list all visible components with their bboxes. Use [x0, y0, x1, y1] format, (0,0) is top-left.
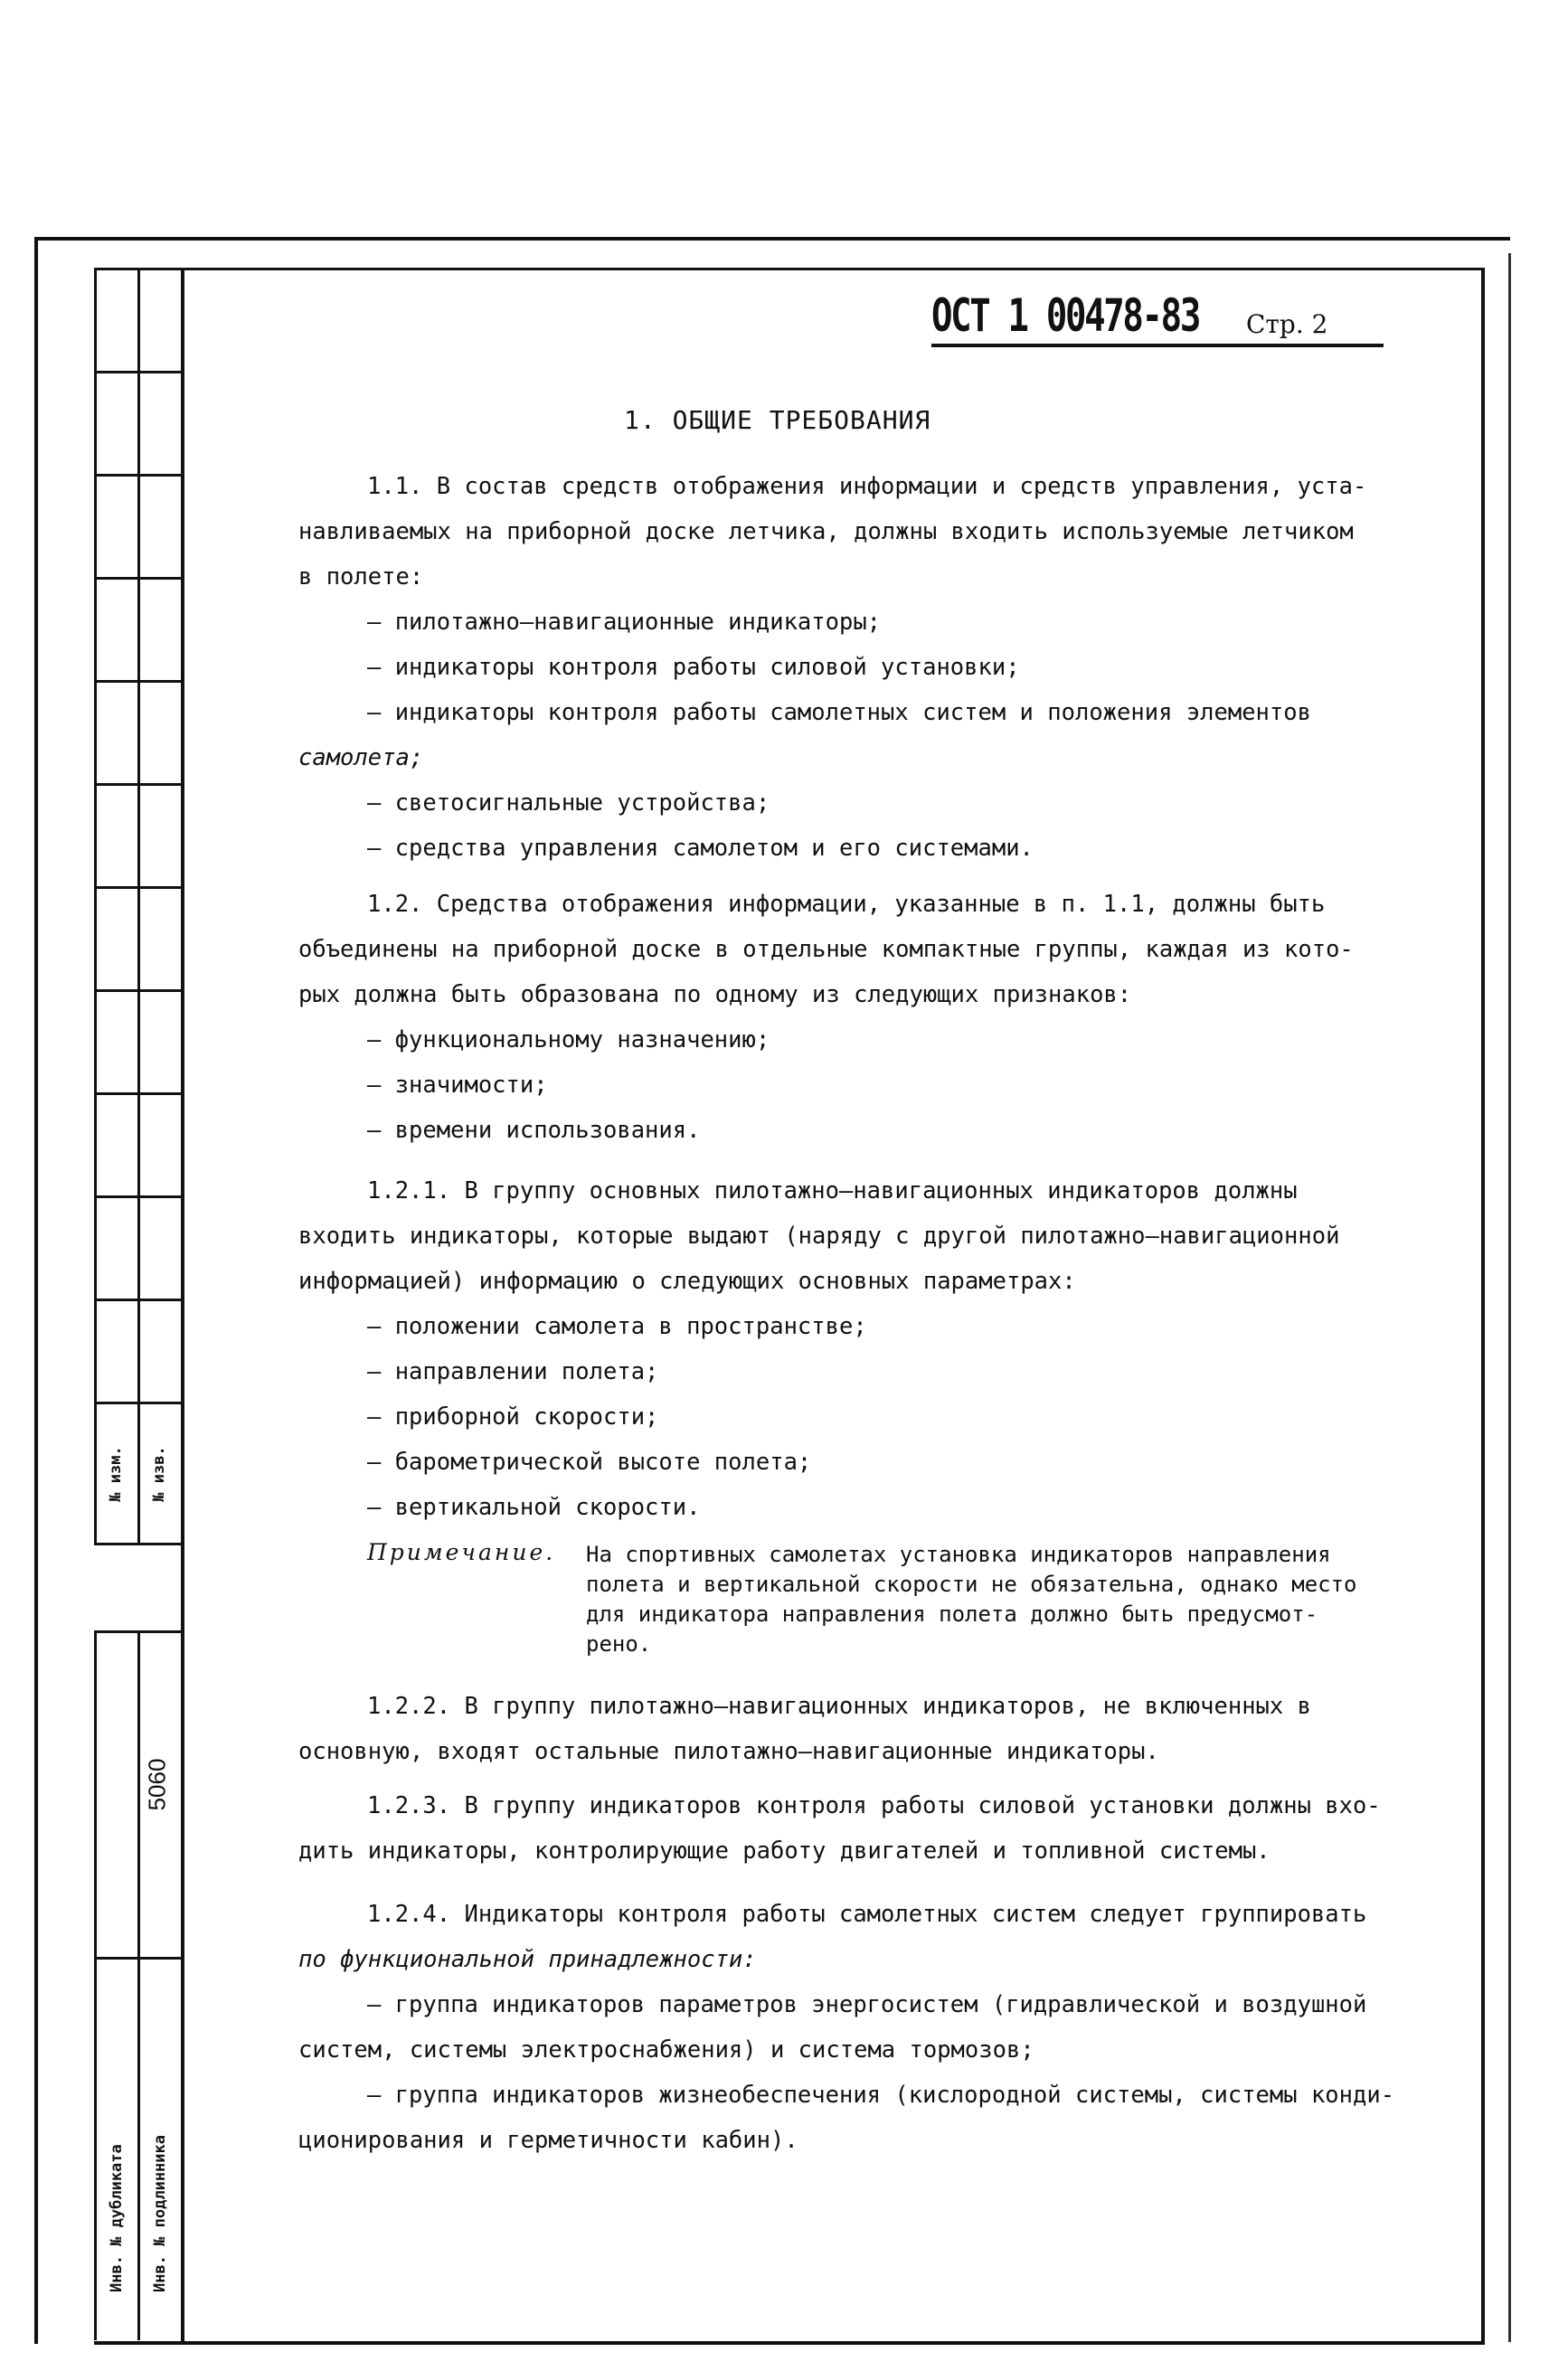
list-item: – группа индикаторов параметров энергосистем (гидравлической и воздушной: [367, 1991, 1367, 2018]
stamp-line: [94, 1957, 181, 1960]
text-line: навливаемых на приборной доске летчика, должны входить используемые летчиком: [298, 518, 1354, 545]
stamp-line: [94, 1543, 181, 1545]
list-item: – направлении полета;: [367, 1358, 659, 1385]
stamp-line: [137, 1630, 140, 2340]
stamp-line: [94, 474, 181, 477]
list-item: – группа индикаторов жизнеобеспечения (кислородной системы, системы конди-: [367, 2082, 1395, 2109]
text-line: основную, входят остальные пилотажно–навигационные индикаторы.: [298, 1738, 1159, 1765]
note-line: для индикатора направления полета должно быть предусмот-: [586, 1601, 1318, 1627]
stamp-line: [94, 989, 181, 992]
text-line: информацией) информацию о следующих основных параметрах:: [298, 1268, 1076, 1295]
list-item: – вертикальной скорости.: [367, 1494, 701, 1521]
list-item: – положении самолета в пространстве;: [367, 1313, 867, 1340]
list-item: – светосигнальные устройства;: [367, 789, 770, 817]
stamp-line: [94, 1195, 181, 1198]
text-line: по функциональной принадлежности:: [298, 1946, 757, 1973]
stamp-line: [94, 269, 97, 1544]
list-item: – функциональному назначению;: [367, 1026, 770, 1053]
text-line: объединены на приборной доске в отдельные компактные группы, каждая из кото-: [298, 936, 1354, 963]
page-header: [931, 289, 1384, 347]
sheet-frame-right: [1508, 253, 1511, 2342]
text-line: систем, системы электроснабжения) и система тормозов;: [298, 2036, 1034, 2064]
note-line: рено.: [586, 1631, 652, 1657]
text-line: дить индикаторы, контролирующие работу двигателей и топливной системы.: [298, 1837, 1270, 1865]
stamp-line: [94, 577, 181, 580]
text-line: в полете:: [298, 563, 424, 590]
stamp-line: [94, 1402, 181, 1404]
orig-inv-value: 5060: [143, 1758, 171, 1811]
text-line: самолета;: [298, 744, 424, 771]
list-item: – индикаторы контроля работы самолетных систем и положения элементов: [367, 699, 1311, 726]
side-stamp: [94, 269, 181, 2340]
change-no-label: № изм.: [107, 1446, 125, 1502]
orig-inv-label: Инв. № подлинника: [151, 2135, 169, 2292]
text-line: 1.2.3. В группу индикаторов контроля работы силовой установки должны вхо-: [367, 1792, 1381, 1819]
list-item: – значимости;: [367, 1072, 548, 1099]
note-line: полета и вертикальной скорости не обязательна, однако место: [586, 1572, 1357, 1597]
list-item: – приборной скорости;: [367, 1403, 659, 1431]
stamp-line: [94, 886, 181, 889]
doc-no-label: № изв.: [150, 1446, 168, 1502]
list-item: – времени использования.: [367, 1117, 701, 1144]
stamp-line: [94, 680, 181, 683]
list-item: – индикаторы контроля работы силовой установки;: [367, 654, 1020, 681]
stamp-line: [94, 1630, 181, 1633]
text-line: 1.2.4. Индикаторы контроля работы самолетных систем следует группировать: [367, 1901, 1367, 1928]
text-line: 1.2.2. В группу пилотажно–навигационных индикаторов, не включенных в: [367, 1693, 1311, 1720]
page-number: Стр. 2: [1246, 309, 1328, 339]
list-item: – средства управления самолетом и его системами.: [367, 835, 1034, 862]
text-line: 1.2.1. В группу основных пилотажно–навигационных индикаторов должны: [367, 1177, 1298, 1204]
section-title: 1. ОБЩИЕ ТРЕБОВАНИЯ: [624, 405, 931, 435]
stamp-line: [94, 1299, 181, 1301]
stamp-line: [94, 371, 181, 373]
dup-inv-label: Инв. № дубликата: [108, 2144, 126, 2292]
list-item: – пилотажно–навигационные индикаторы;: [367, 609, 882, 636]
text-line: входить индикаторы, которые выдают (наряду с другой пилотажно–навигационной: [298, 1223, 1340, 1250]
text-line: 1.2. Средства отображения информации, указанные в п. 1.1, должны быть: [367, 891, 1326, 918]
note-label: Примечание.: [367, 1539, 556, 1565]
text-line: 1.1. В состав средств отображения информации и средств управления, уста-: [367, 473, 1367, 500]
sheet-frame-left: [34, 237, 38, 2344]
text-line: рых должна быть образована по одному из следующих признаков:: [298, 981, 1132, 1008]
list-item: – барометрической высоте полета;: [367, 1449, 812, 1476]
header-rule: [931, 344, 1384, 347]
sheet-frame-top: [34, 237, 1510, 241]
note-line: На спортивных самолетах установка индикаторов направления: [586, 1542, 1331, 1567]
page-border-left: [181, 269, 184, 2342]
stamp-line: [94, 783, 181, 786]
stamp-line: [94, 1630, 97, 2340]
stamp-line: [94, 1092, 181, 1095]
stamp-line: [137, 269, 140, 1544]
text-line: ционирования и герметичности кабин).: [298, 2127, 798, 2154]
doc-code: ОСТ 1 00478-83: [931, 289, 1199, 342]
